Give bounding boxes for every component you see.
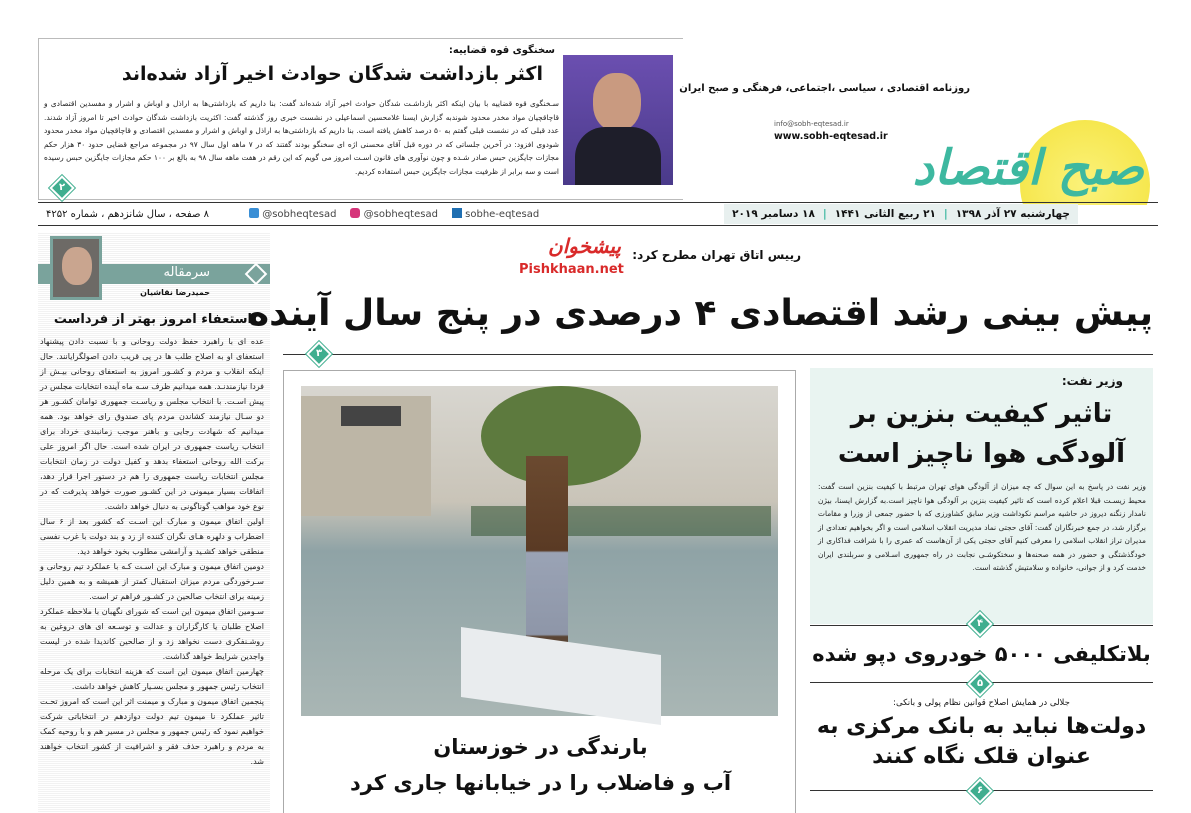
telegram-handle[interactable]: @sobheqtesad	[249, 208, 336, 220]
editorial-body: عده ای با راهبرد حفظ دولت روحانی و با نسبت دادن پیشنهاد استعفای او به اصلاح طلب ها در پی قریب دادن اصولگرایانند. حال اینکه انقلاب و مردم و کشـور امروز به استعفای روحانی بیـش از فردا نیازمندنـد. همه میدانیم ظرف سـه ماه آینده انتخابات مجلس در پیش اسـت. با انتخاب مجلس و ریاسـت جمهوری توامان کشـور هر دو سـال نیازمند کشاندن مردم پای صندوق رای خواهد بود. همه میدانیم که شهادت رجایی و باهنر موجب زمانبندی خرداد برای انتخاب ریاست جمهوری در ایران شده است. حال اگر امروز علی برکت الله روحانی استعفاء بدهد و کفیل دولت در زمان انتخابات مجلس انتخابات ریاست جمهوری را هم در دستور اجرا قرار دهد، اتفاقات بسیار میمونی در این کشـور صورت خواهد پذیرفت که در نوع خود مواهب گوناگونی به دنبال خواهد داشت. اولین اتفاق میمون و مبارک این اسـت که کشور بعد از ۶ سال اضطراب و دلهره هـای نگران کننده از زد و بند دولت با غرب نفسی منطقی خواهد کشـید و آرامشی مطلوب بخود خواهد دید. دومین اتفاق میمون و مبارک این اسـت کـه با عملکرد تیم روحانی و سـرخوردگی مردم میزان استقبال کمتر از همیشه و به همین دلیل زمینه برای انتخاب صالحین در کشـور فراهم تر است. سـومین اتفاق میمون این است که شورای نگهبان با ملاحظه عملکرد اصلاح طلبان یا کارگزاران و عدالت و توسـعه ای های دروغین به روشـنفکری دست نخواهد زد و از صالحین کاندیدا شده در لیست واجدین شرایط خواهد گذاشت. چهارمین اتفاق میمون این است که هزینه انتخابات برای یک مرحله انتخاب رئیس جمهور و مجلس بسـیار کاهش خواهد داشت. پنجمین اتفاق میمون و مبارک و میمنت اثر این است که امروز تحـت تاثیر عملکرد نا میمون تیم دولت دوازدهم در انتخاباتی شرکت خواهیم نمود که رئیس جمهور و مجلس در مسیر هم و با روحیه کمک به مردم و راهبرد حذف فقر و اشرافیت از کشور انتخاب خواهند شد.	[40, 337, 265, 766]
instagram-handle[interactable]: @sobheqtesad	[350, 208, 437, 220]
telegram-icon	[249, 208, 259, 218]
author-photo	[50, 236, 102, 300]
page-badge-2[interactable]: ۲	[49, 175, 74, 200]
editorial	[38, 232, 270, 813]
logo: صبح اقتصاد	[912, 140, 1144, 196]
bank-kicker: جلالی در همایش اصلاح قوانین نظام پولی و بانکی:	[893, 698, 1070, 708]
website[interactable]: www.sobh-eqtesad.ir	[774, 131, 888, 142]
editorial-section: سرمقاله	[163, 265, 210, 280]
tagline: روزنامه اقتصادی ، سیاسی ،اجتماعی، فرهنگی و صبح ایران	[679, 83, 970, 94]
bank-headline: دولت‌ها نباید به بانک مرکزی به عنوان قلک نگاه کنند	[816, 714, 1147, 769]
oil-kicker: وزیر نفت:	[1061, 374, 1123, 388]
linkedin-handle[interactable]: sobhe-eqtesad	[452, 208, 539, 220]
watermark: Pishkhaan.net	[519, 262, 624, 277]
dates: چهارشنبه ۲۷ آذر ۱۳۹۸ | ۲۱ ربیع الثانی ۱۴۴۱ | ۱۸ دسامبر ۲۰۱۹	[724, 204, 1078, 224]
oil-story	[810, 368, 1153, 624]
top-story-kicker: سخنگوی قوه قضاییه:	[448, 45, 555, 56]
lead-kicker: رییس اتاق تهران مطرح کرد:	[632, 248, 801, 262]
page-badge-6[interactable]: ۶	[967, 778, 992, 803]
shop-sign	[341, 406, 401, 426]
info-bar	[38, 203, 1158, 225]
photo-story	[283, 370, 796, 813]
top-story-photo	[563, 55, 673, 185]
oil-headline: تاثیر کیفیت بنزین بر آلودگی هوا ناچیز است	[837, 399, 1126, 469]
issue-info: ۸ صفحه ، سال شانزدهم ، شماره ۴۲۵۲	[46, 208, 210, 220]
masthead	[679, 40, 1160, 202]
photo-headline: بارندگی در خوزستان آب و فاضلاب را در خیابانها جاری کرد	[349, 735, 732, 795]
page-badge-3[interactable]: ۳	[306, 341, 331, 366]
page-badge-5[interactable]: ۵	[967, 671, 992, 696]
email: info@sobh-eqtesad.ir	[774, 120, 849, 128]
editorial-headline: استعفاء امروز بهتر از فرداست	[53, 312, 252, 327]
child-figure	[526, 456, 568, 666]
top-story-body: سـخنگوی قوه قضاییه با بیان اینکه اکثر بازداشـت شدگان حوادث اخیر آزاد شده‌اند گفت: بنا داریم که بازداشتی‌ها به اراذل و اوباش و اشرار و مفسدین اقتصادی و قاچاقچیان مواد مخدر محدود شوندبه گزارش ایسنا غلامحسین اسماعیلی در نشست خبری روز گذشته گفت: اکثریت بازداشت شدگان حوادث اخیر تا امروز آزاد شدند. عدد قبلی که در نشست قبلی گفتم به ۵۰ درصد کاهش یافته است. بنا داریم که بازداشتی‌ها به اراذل و اوباش و اشرار و مفسدین اقتصادی و قاچاقچیان مواد مخدر محدود شودوی افزود: در آخرین جلساتی که در دوره قبل آقای محسنی اژه ای سخنگو بودند گفتند که در ۷ ماهه اول سال ۹۷ در مجموعه مراجع قضایی حدود ۳۰ هزار حکم مجازات جایگزین حبس صادر شـده و چون نوآوری های قانون اسـت امروز می گویم که این رقم در هفت ماهه سال ۹۸ به بالغ بر ۱۰۰ حکم مجازات جایگزین حبس رسیده است و سه برابر از ظرفیت مجازات جایگزین حبس استفاده کردیم.	[44, 99, 560, 176]
lead-headline: پیش بینی رشد اقتصادی ۴ درصدی در پنج سال آینده	[247, 293, 1153, 334]
linkedin-icon	[452, 208, 462, 218]
oil-body: وزیر نفت در پاسخ به این سوال که چه میزان از آلودگی هوای تهران مرتبط با کیفیت بنزین است گفت: محیط زیسـت قبلا اعلام کرده است که تاثیر کیفیت بنزین بر آلودگی هوا ناچیز است.به گزارش ایسنا، بیژن نامدار زنگنه دیروز در حاشیه مراسم نکوداشت وزیر سابق کشاورزی که با حضور جمعی از وزرا و مقامات برگزار شد، در جمع خبرنگاران گفت: آقای حجتی نماد مدیریت انقلاب اسلامی است و اگر بخواهیم تعدادی از مدیران تراز انقلاب اسلامی را معرفی کنیم آقای حجتی یکی از آن‌هاست که عمری را با شرافت فداکاری از خودگذشتگی و حضور در همه صحنه‌ها و سختکوشـی نجابت در راه جمهوری اسـلامی و سربلندی ایران خدمت کرد و از جوانی، خانواده و سلامتیش گذشته است.	[818, 482, 1146, 572]
instagram-icon	[350, 208, 360, 218]
page-badge-4[interactable]: ۴	[967, 611, 992, 636]
top-story	[38, 38, 683, 200]
flood-photo	[301, 386, 778, 716]
editorial-author: حمیدرضا نقاشیان	[140, 288, 210, 297]
watermark-fa: پیشخوان	[548, 234, 621, 258]
top-story-headline: اکثر بازداشت شدگان حوادث اخیر آزاد شده‌اند	[121, 63, 543, 85]
car-headline: بلاتکلیفی ۵۰۰۰ خودروی دپو شده	[812, 642, 1151, 666]
